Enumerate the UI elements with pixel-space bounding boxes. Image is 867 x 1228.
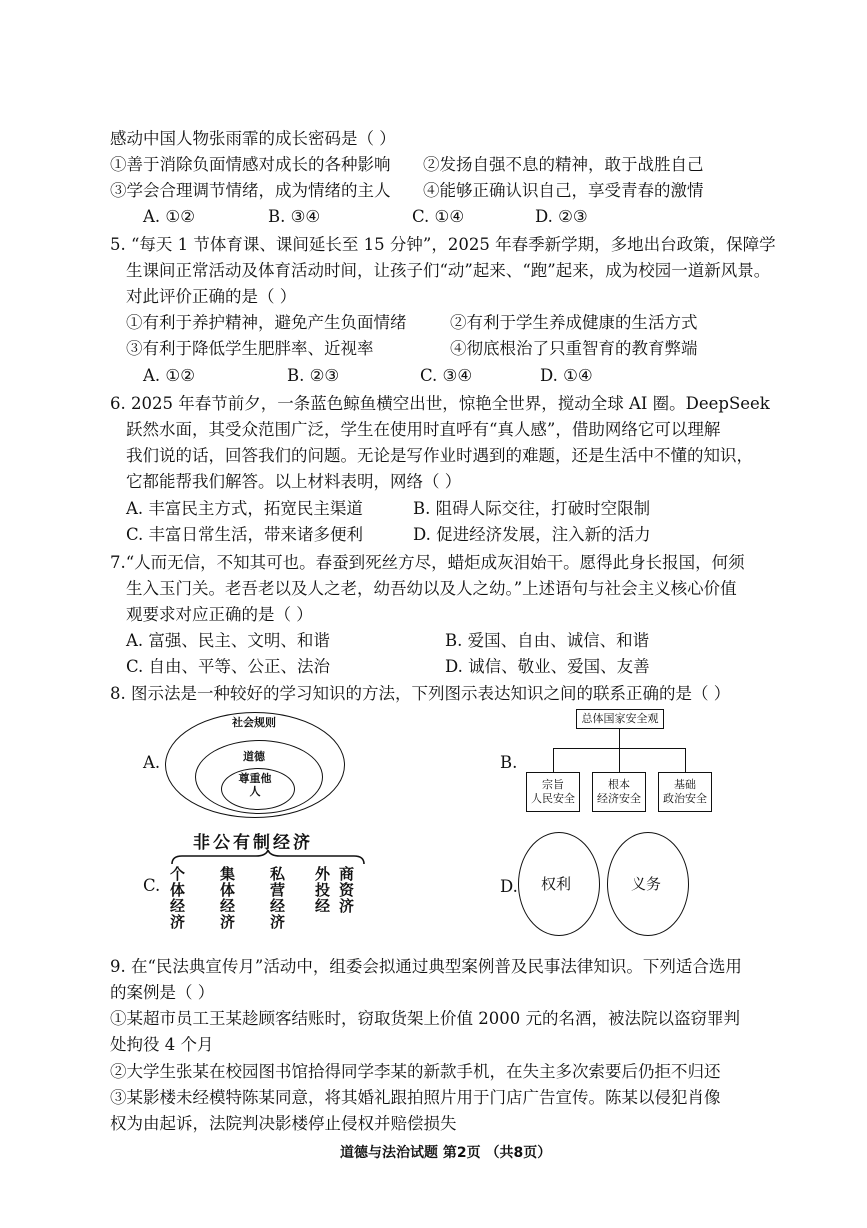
q9-case-3b: 权为由起诉，法院判决影楼停止侵权并赔偿损失 [110, 1114, 457, 1133]
q8-b-branch-3 [685, 748, 686, 772]
q8-b-branch-2 [619, 748, 620, 772]
q9-case-1b: 处拘役 4 个月 [110, 1035, 214, 1054]
q6-line-1: 6. 2025 年春节前夕，一条蓝色鲸鱼横空出世，惊艳全世界，搅动全球 AI 圈。DeepSeek [110, 394, 770, 413]
q5-statement-1: ①有利于养护精神，避免产生负面情绪 [126, 313, 407, 332]
q7-line-3: 观要求对应正确的是（ ） [126, 605, 313, 624]
q8-b-branch-1 [553, 748, 554, 772]
q9-case-3a: ③某影楼未经模特陈某同意，将其婚礼跟拍照片用于门店广告宣传。陈某以侵犯肖像 [110, 1088, 721, 1107]
q8-a-middle-text: 道德 [243, 750, 265, 763]
q8-d-right-text: 义务 [631, 875, 662, 893]
q5-option-c: C. ③④ [420, 366, 473, 385]
q5-statement-3: ③有利于降低学生肥胖率、近视率 [126, 339, 374, 358]
q6-option-a: A. 丰富民主方式，拓宽民主渠道 [126, 499, 363, 518]
q9-line-2: 的案例是（ ） [110, 983, 215, 1002]
q7-option-b: B. 爱国、自由、诚信、和谐 [445, 631, 650, 650]
q6-line-4: 它都能帮我们解答。以上材料表明，网络（ ） [126, 472, 462, 491]
q9-line-1: 9. 在“民法典宣传月”活动中，组委会拟通过典型案例普及民事法律知识。下列适合选用 [110, 957, 742, 976]
q8-b-box-3 [658, 772, 712, 812]
q8-c-column-2: 集 体 经 济 [220, 865, 236, 931]
q5-option-d: D. ①④ [540, 366, 593, 385]
q5-line-2: 生课间正常活动及体育活动时间，让孩子们“动”起来、“跑”起来，成为校园一道新风景。 [126, 261, 771, 280]
q5-option-b: B. ②③ [287, 366, 340, 385]
q8-c-title: 非公有制经济 [193, 833, 313, 853]
q6-line-3: 我们说的话，回答我们的问题。无论是写作业时遇到的难题，还是生活中不懂的知识， [126, 446, 753, 465]
q4-statement-3: ③学会合理调节情绪，成为情绪的主人 [110, 181, 391, 200]
q8-a-inner-text: 尊重他人 [238, 772, 272, 798]
q6-option-d: D. 促进经济发展，注入新的活力 [413, 525, 651, 544]
q8-b-box-1 [526, 772, 580, 812]
q7-option-c: C. 自由、平等、公正、法治 [126, 657, 331, 676]
q5-statement-4: ④彻底根治了只重智育的教育弊端 [450, 339, 698, 358]
q8-c-column-4: 外 商 投 资 经 济 [315, 865, 355, 915]
q8-d-left-text: 权利 [541, 875, 572, 893]
q9-case-1a: ①某超市员工王某趁顾客结账时，窃取货架上价值 2000 元的名酒，被法院以盗窃罪判 [110, 1009, 740, 1028]
q8-a-label: A. [143, 753, 161, 772]
q8-b-box-2 [592, 772, 646, 812]
q5-option-a: A. ①② [143, 366, 195, 385]
q8-b-box-3-top: 基础 [674, 778, 696, 791]
q7-line-1: 7.“人而无信，不知其可也。春蚕到死丝方尽，蜡炬成灰泪始干。愿得此身长报国，何须 [110, 553, 745, 572]
q6-option-b: B. 阻碍人际交往，打破时空限制 [413, 499, 651, 518]
q8-d-label: D. [500, 877, 518, 896]
q4-statement-1: ①善于消除负面情感对成长的各种影响 [110, 155, 391, 174]
q6-line-2: 跃然水面，其受众范围广泛，学生在使用时直呼有“真人感”，借助网络它可以理解 [126, 420, 721, 439]
q4-statement-4: ④能够正确认识自己，享受青春的激情 [423, 181, 704, 200]
q8-b-top-box: 总体国家安全观 [576, 709, 664, 729]
q4-option-c: C. ①④ [412, 207, 465, 226]
q8-b-box-3-bottom: 政治安全 [663, 792, 707, 805]
page-footer: 道德与法治试题 第2页 （共8页） [340, 1145, 552, 1161]
q8-a-outer-text: 社会规则 [232, 716, 276, 729]
q8-b-box-1-bottom: 人民安全 [531, 792, 575, 805]
q5-statement-2: ②有利于学生养成健康的生活方式 [450, 313, 698, 332]
q8-b-connector [619, 728, 620, 748]
q8-b-box-2-bottom: 经济安全 [597, 792, 641, 805]
q7-line-2: 生入玉门关。老吾老以及人之老，幼吾幼以及人之幼。”上述语句与社会主义核心价值 [126, 579, 737, 598]
q4-option-a: A. ①② [143, 207, 195, 226]
q5-line-1: 5. “每天 1 节体育课、课间延长至 15 分钟”，2025 年春季新学期，多地出台政策，保障学 [110, 235, 776, 254]
q8-b-label: B. [500, 753, 518, 772]
q9-case-2: ②大学生张某在校园图书馆拾得同学李某的新款手机，在失主多次索要后仍拒不归还 [110, 1062, 721, 1081]
q4-statement-2: ②发扬自强不息的精神，敢于战胜自己 [423, 155, 704, 174]
q5-line-3: 对此评价正确的是（ ） [126, 287, 297, 306]
q8-c-column-3: 私 营 经 济 [270, 865, 286, 931]
q8-c-brace [168, 850, 368, 866]
q4-option-d: D. ②③ [535, 207, 588, 226]
q8-b-box-2-top: 根本 [608, 778, 630, 791]
q4-stem: 感动中国人物张雨霏的成长密码是（ ） [110, 129, 396, 148]
q8-c-label: C. [143, 876, 161, 895]
q6-option-c: C. 丰富日常生活，带来诸多便利 [126, 525, 364, 544]
q8-b-box-1-top: 宗旨 [542, 778, 564, 791]
q4-option-b: B. ③④ [268, 207, 321, 226]
q7-option-a: A. 富强、民主、文明、和谐 [126, 631, 330, 650]
q8-stem: 8. 图示法是一种较好的学习知识的方法，下列图示表达知识之间的联系正确的是（ ） [110, 684, 731, 703]
q8-c-column-1: 个 体 经 济 [170, 865, 186, 931]
q7-option-d: D. 诚信、敬业、爱国、友善 [445, 657, 650, 676]
